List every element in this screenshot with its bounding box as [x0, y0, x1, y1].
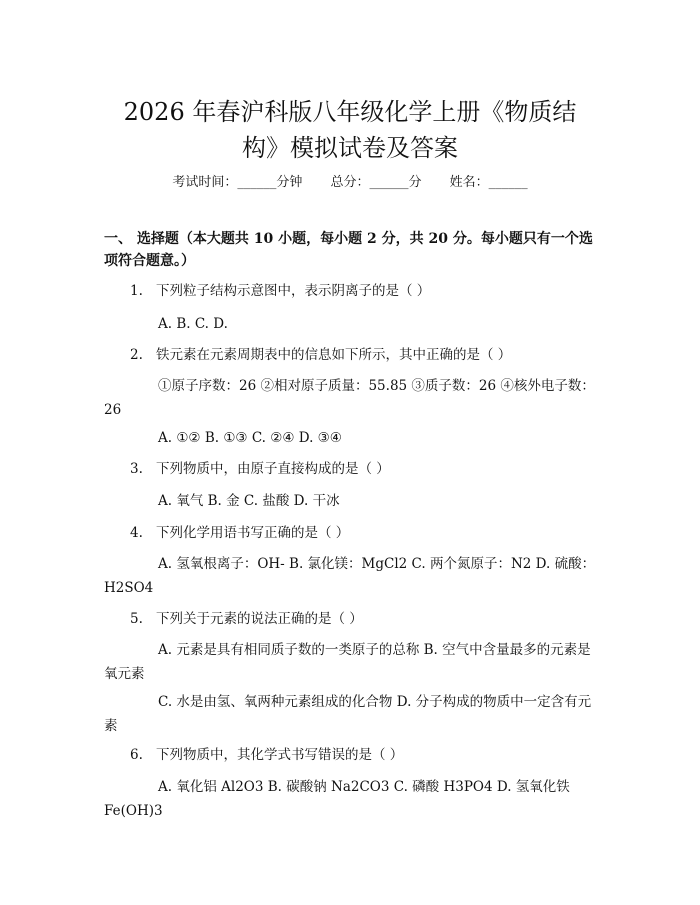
question-6-options: A. 氧化铝 Al2O3 B. 碳酸钠 Na2CO3 C. 磷酸 H3PO4 D. 氢氧化铁 Fe(OH)3: [104, 779, 570, 819]
question-2-options: A. ①② B. ①③ C. ②④ D. ③④: [158, 430, 342, 446]
score-field: 总分：______分: [330, 175, 422, 190]
title-line-1: 2026 年春沪科版八年级化学上册《物质结: [123, 98, 577, 127]
time-blank: ______: [237, 175, 277, 190]
question-5-options-ab: A. 元素是具有相同质子数的一类原子的总称 B. 空气中含量最多的元素是氧元素: [104, 642, 591, 682]
section-heading: 一、 选择题（本大题共 10 小题，每小题 2 分，共 20 分。每小题只有一个选项符合题意。）: [104, 231, 593, 269]
question-3: 3. 下列物质中，由原子直接构成的是（ ）: [130, 461, 390, 477]
question-2-info: ①原子序数：26 ②相对原子质量：55.85 ③质子数：26 ④核外电子数：26: [104, 378, 595, 418]
question-5: 5. 下列关于元素的说法正确的是（ ）: [130, 611, 363, 627]
question-5-options-cd: C. 水是由氢、氧两种元素组成的化合物 D. 分子构成的物质中一定含有元素: [104, 694, 592, 734]
exam-meta: [0, 171, 700, 190]
question-3-options: A. 氧气 B. 金 C. 盐酸 D. 干冰: [158, 493, 340, 509]
question-4-options: A. 氢氧根离子：OH- B. 氯化镁：MgCl2 C. 两个氮原子：N2 D. 硫酸：H2SO4: [104, 556, 596, 596]
page-title: [60, 94, 640, 166]
time-field: 考试时间：______分钟: [172, 175, 303, 190]
title-line-2: 构》模拟试卷及答案: [242, 134, 458, 163]
question-2: 2. 铁元素在元素周期表中的信息如下所示，其中正确的是（ ）: [130, 347, 512, 363]
question-1: 1. 下列粒子结构示意图中，表示阴离子的是（ ）: [130, 283, 431, 299]
question-1-options: A. B. C. D.: [158, 316, 228, 332]
score-blank: ______: [369, 175, 409, 190]
name-blank: ______: [488, 175, 528, 190]
name-field: 姓名：______: [449, 175, 528, 190]
question-6: 6. 下列物质中，其化学式书写错误的是（ ）: [130, 747, 404, 763]
question-4: 4. 下列化学用语书写正确的是（ ）: [130, 525, 350, 541]
